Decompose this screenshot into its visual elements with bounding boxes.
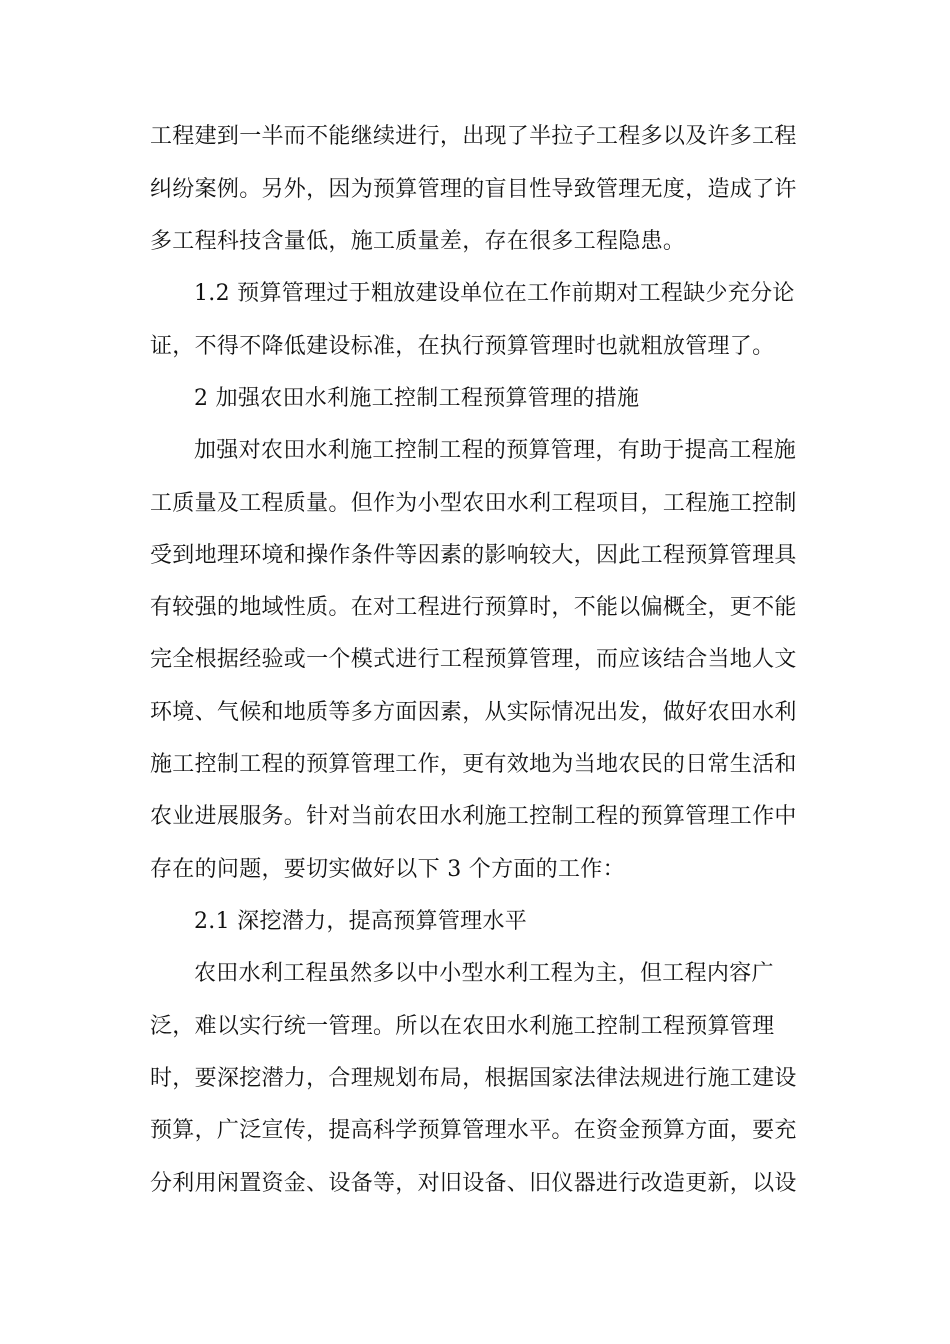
paragraph-line: 泛，难以实行统一管理。所以在农田水利施工控制工程预算管理	[150, 1014, 775, 1039]
paragraph-line: 多工程科技含量低，施工质量差，存在很多工程隐患。	[150, 229, 686, 254]
paragraph-line: 证，不得不降低建设标准，在执行预算管理时也就粗放管理了。	[150, 334, 775, 359]
paragraph-line: 完全根据经验或一个模式进行工程预算管理，而应该结合当地人文	[150, 647, 797, 672]
paragraph-line: 预算，广泛宣传，提高科学预算管理水平。在资金预算方面，要充	[150, 1118, 797, 1143]
paragraph-line: 受到地理环境和操作条件等因素的影响较大，因此工程预算管理具	[150, 543, 797, 568]
paragraph-line: 时，要深挖潜力，合理规划布局，根据国家法律法规进行施工建设	[150, 1066, 797, 1091]
paragraph-line: 有较强的地域性质。在对工程进行预算时，不能以偏概全，更不能	[150, 595, 797, 620]
paragraph-line: 纠纷案例。另外，因为预算管理的盲目性导致管理无度，造成了许	[150, 177, 797, 202]
paragraph-line: 分利用闲置资金、设备等，对旧设备、旧仪器进行改造更新，以设	[150, 1171, 797, 1196]
paragraph-line: 加强对农田水利施工控制工程的预算管理，有助于提高工程施	[194, 438, 797, 463]
paragraph-line: 农田水利工程虽然多以中小型水利工程为主，但工程内容广	[194, 961, 774, 986]
section-heading: 2.1 深挖潜力，提高预算管理水平	[194, 909, 528, 934]
paragraph-line: 农业进展服务。针对当前农田水利施工控制工程的预算管理工作中	[150, 804, 797, 829]
paragraph-line: 工质量及工程质量。但作为小型农田水利工程项目，工程施工控制	[150, 491, 797, 516]
paragraph-line: 施工控制工程的预算管理工作，更有效地为当地农民的日常生活和	[150, 752, 797, 777]
section-heading: 1.2 预算管理过于粗放建设单位在工作前期对工程缺少充分论	[194, 281, 795, 306]
paragraph-line: 工程建到一半而不能继续进行，出现了半拉子工程多以及许多工程	[150, 124, 797, 149]
paragraph-line: 环境、气候和地质等多方面因素，从实际情况出发，做好农田水利	[150, 700, 797, 725]
section-heading: 2 加强农田水利施工控制工程预算管理的措施	[194, 386, 640, 411]
paragraph-line: 存在的问题，要切实做好以下 3 个方面的工作：	[150, 857, 625, 882]
